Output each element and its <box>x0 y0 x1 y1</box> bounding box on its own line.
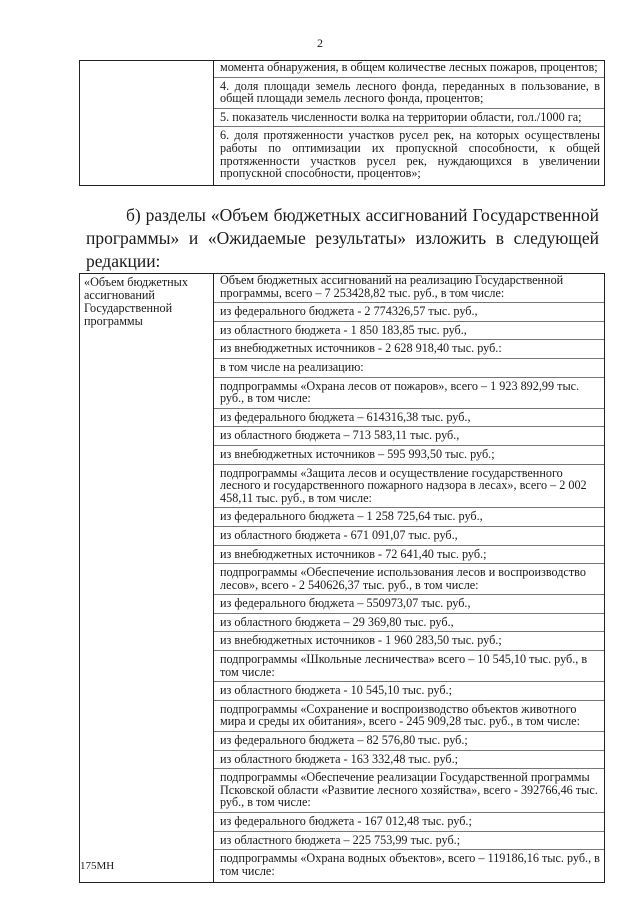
budget-row: из федерального бюджета – 550973,07 тыс. руб., <box>214 597 604 614</box>
top-item-2: 4. доля площади земель лесного фонда, переданных в пользование, в общей площади земель лесного фонда, процентов; <box>214 80 604 109</box>
budget-row: из внебюджетных источников - 72 641,40 тыс. руб.; <box>214 548 604 565</box>
budget-row: подпрограммы «Обеспечение реализации Государственной программы Псковской области «Развитие лесного хозяйства», всего - 392766,46 тыс. руб., в том числе: <box>214 771 604 813</box>
budget-row: из федерального бюджета - 167 012,48 тыс. руб.; <box>214 815 604 832</box>
top-item-3: 5. показатель численности волка на территории области, гол./1000 га; <box>214 111 604 128</box>
budget-row: из внебюджетных источников – 595 993,50 тыс. руб.; <box>214 448 604 465</box>
budget-row: подпрограммы «Школьные лесничества» всего – 10 545,10 тыс. руб., в том числе: <box>214 653 604 682</box>
budget-row: из областного бюджета - 10 545,10 тыс. руб.; <box>214 684 604 701</box>
budget-row: подпрограммы «Охрана водных объектов», всего – 119186,16 тыс. руб., в том числе: <box>220 851 600 878</box>
top-table-right-cell <box>214 61 605 186</box>
budget-row: в том числе на реализацию: <box>214 361 604 378</box>
page-number: 2 <box>317 36 323 50</box>
top-item-4: 6. доля протяженности участков русел рек, на которых осуществлены работы по оптимизации их пропускной способности, к общей протяженности участков русел рек, нуждающихся в увеличении пропускной способности, процентов»; <box>220 128 600 181</box>
budget-row: Объем бюджетных ассигнований на реализацию Государственной программы, всего – 7 253428,82 тыс. руб., в том числе: <box>214 274 604 303</box>
budget-row: из внебюджетных источников - 2 628 918,40 тыс. руб.: <box>214 342 604 359</box>
budget-row: из федерального бюджета – 1 258 725,64 тыс. руб., <box>214 510 604 527</box>
top-table-left-cell <box>80 61 214 186</box>
budget-row: из областного бюджета - 1 850 183,85 тыс. руб., <box>214 324 604 341</box>
budget-row: из областного бюджета – 225 753,99 тыс. руб.; <box>214 834 604 851</box>
budget-table-content <box>214 274 605 883</box>
budget-row: из областного бюджета – 29 369,80 тыс. руб., <box>214 616 604 633</box>
top-table <box>79 60 605 186</box>
top-item-1: момента обнаружения, в общем количестве лесных пожаров, процентов; <box>214 61 604 78</box>
budget-row: из федерального бюджета – 82 576,80 тыс. руб.; <box>214 734 604 751</box>
budget-row: подпрограммы «Сохранение и воспроизводство объектов животного мира и среды их обитания», всего - 245 909,28 тыс. руб., в том числе: <box>214 703 604 732</box>
footer-code: 175МН <box>80 860 115 872</box>
budget-table-label: «Объем бюджетных ассигнований Государственной программы <box>80 274 214 883</box>
budget-row: из областного бюджета - 163 332,48 тыс. руб.; <box>214 753 604 770</box>
budget-row: из областного бюджета - 671 091,07 тыс. руб., <box>214 529 604 546</box>
budget-row: из областного бюджета – 713 583,11 тыс. руб., <box>214 429 604 446</box>
budget-row: подпрограммы «Охрана лесов от пожаров», всего – 1 923 892,99 тыс. руб., в том числе: <box>214 380 604 409</box>
budget-row: из федерального бюджета - 2 774326,57 тыс. руб., <box>214 305 604 322</box>
budget-row: из внебюджетных источников - 1 960 283,50 тыс. руб.; <box>214 634 604 651</box>
budget-row: из федерального бюджета – 614316,38 тыс. руб., <box>214 411 604 428</box>
body-paragraph: б) разделы «Объем бюджетных ассигнований Государственной программы» и «Ожидаемые результаты» изложить в следующей редакции: <box>86 205 599 271</box>
budget-row: подпрограммы «Обеспечение использования лесов и воспроизводство лесов», всего - 2 540626,37 тыс. руб., в том числе: <box>214 566 604 595</box>
budget-row: подпрограммы «Защита лесов и осуществление государственного лесного и государственного пожарного надзора в лесах», всего – 2 002 458,11 тыс. руб., в том числе: <box>214 467 604 509</box>
budget-table <box>79 273 605 883</box>
